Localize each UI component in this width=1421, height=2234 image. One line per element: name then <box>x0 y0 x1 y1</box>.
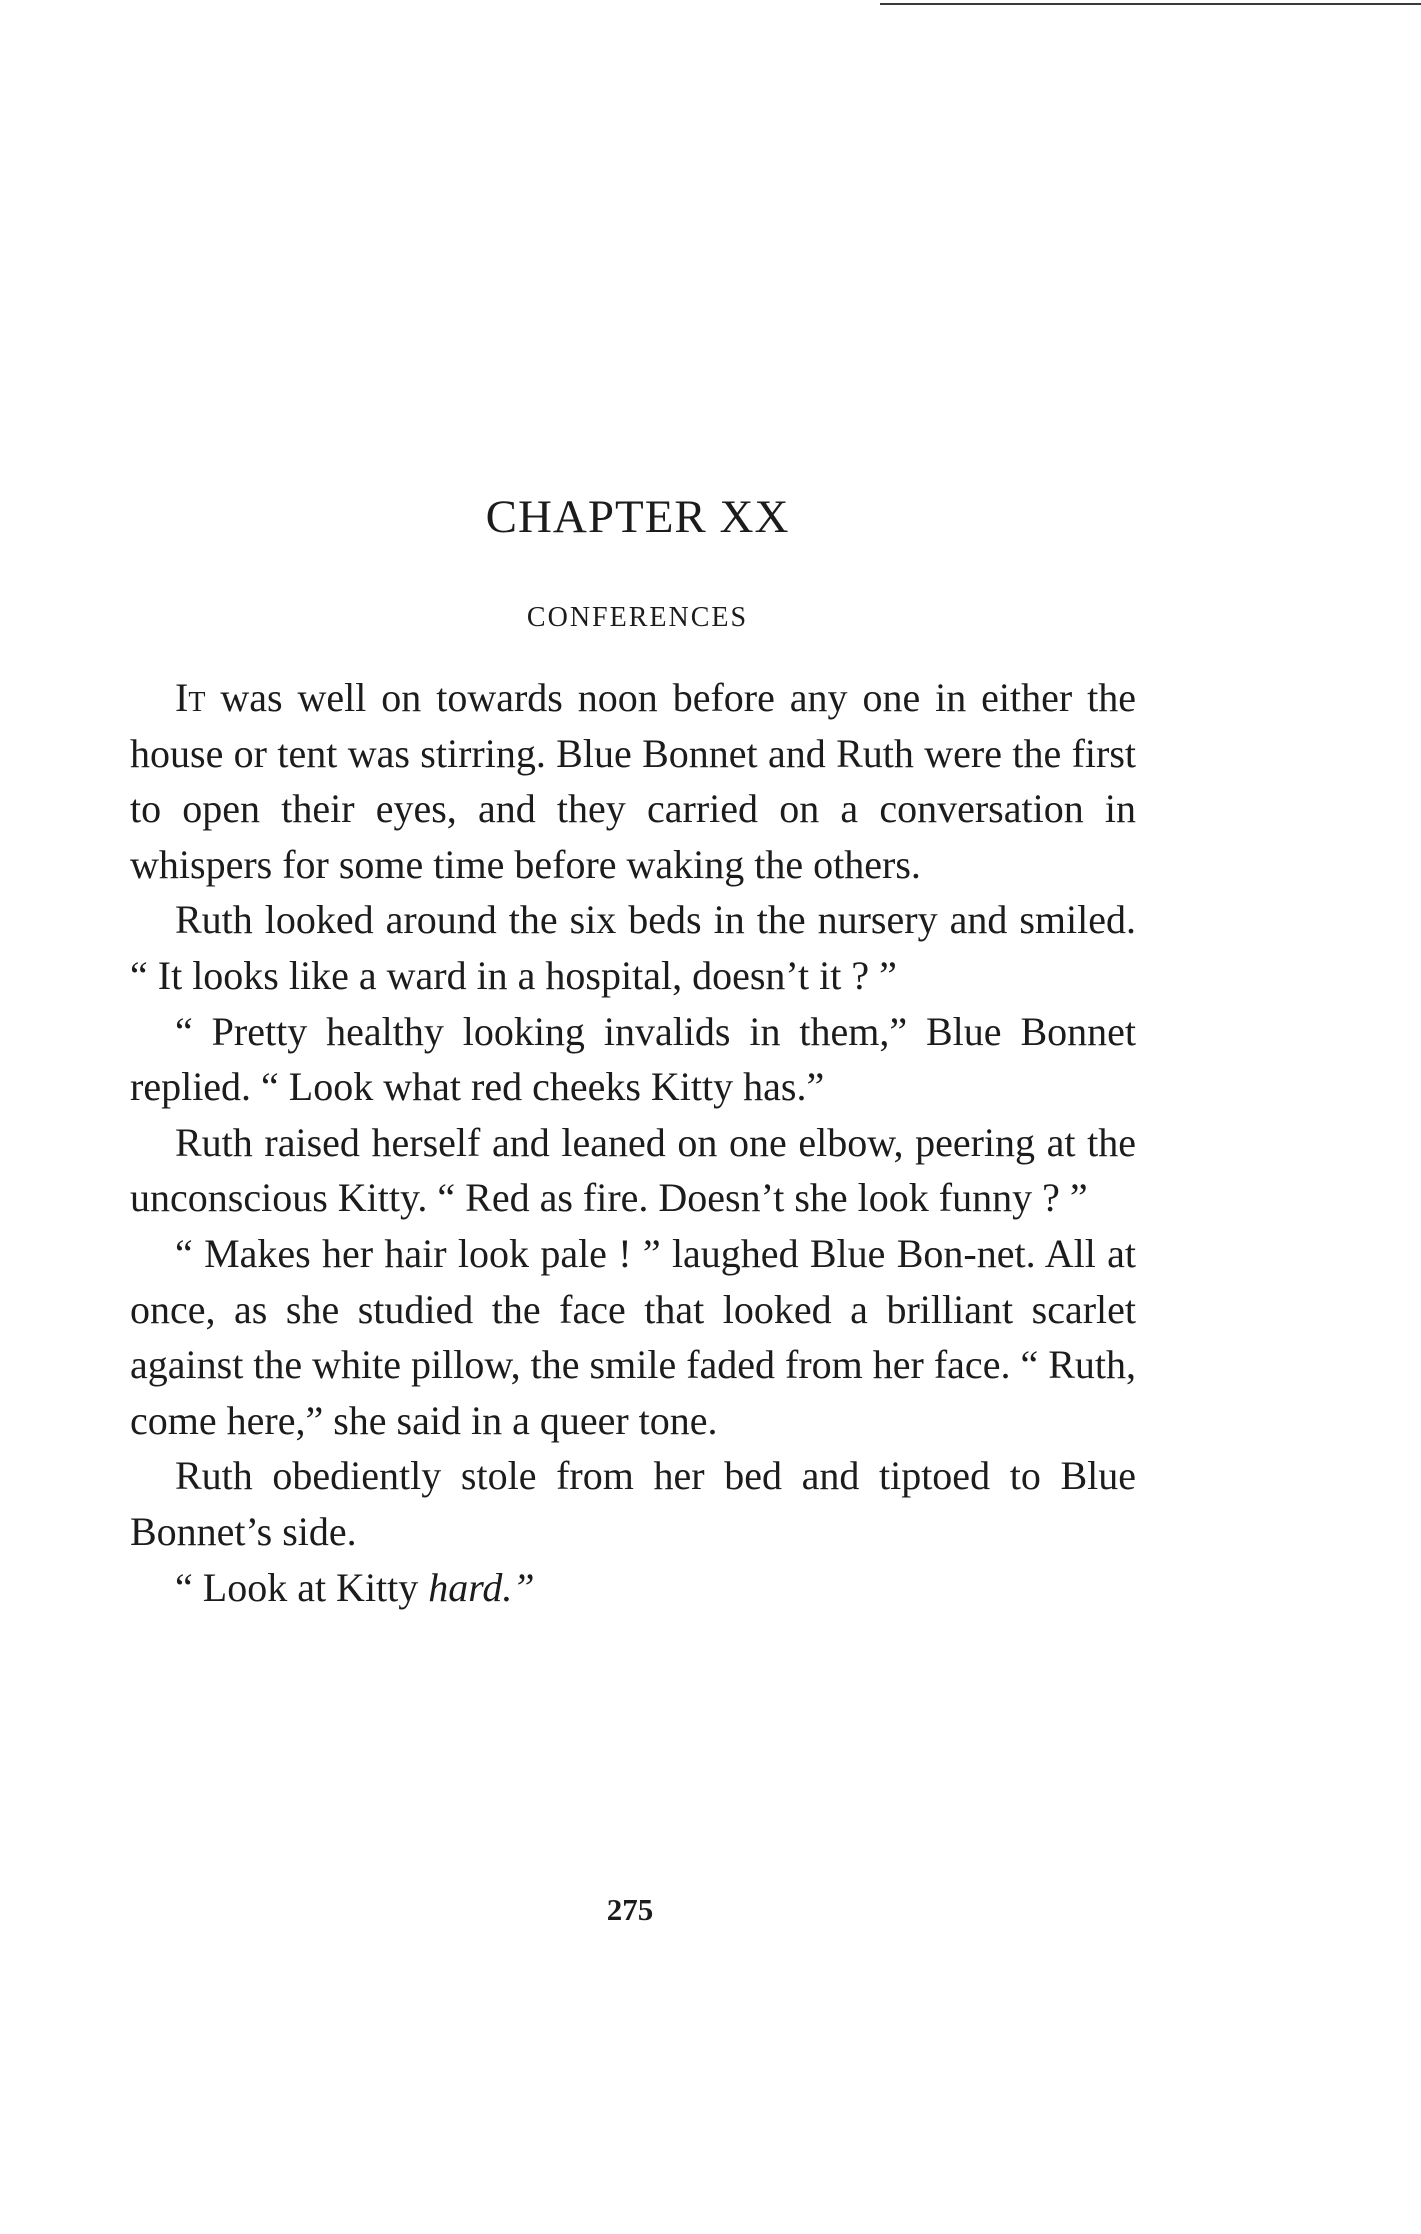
paragraph-1 <box>130 670 1136 892</box>
paragraph-5: “ Makes her hair look pale ! ” laughed Blue Bon-net. All at once, as she studied the face that looked a brilliant scarlet against the white pillow, the smile faded from her face. “ Ruth, come here,” she said in a queer tone. <box>130 1230 1136 1443</box>
body-text <box>130 670 1136 1615</box>
chapter-heading: CHAPTER XX <box>485 491 790 543</box>
page-number: 275 <box>606 1892 654 1927</box>
paragraph-2: Ruth looked around the six beds in the nursery and smiled. “ It looks like a ward in a hospital, doesn’t it ? ” <box>130 897 1136 998</box>
paragraph-3: “ Pretty healthy looking invalids in them,” Blue Bonnet replied. “ Look what red cheeks Kitty has.” <box>130 1008 1136 1110</box>
paragraph-4: Ruth raised herself and leaned on one elbow, peering at the unconscious Kitty. “ Red as fire. Doesn’t she look funny ? ” <box>130 1119 1136 1221</box>
drop-word: It <box>175 675 206 720</box>
paragraph-7 <box>130 1560 1136 1616</box>
top-edge-rule <box>880 3 1421 5</box>
chapter-subtitle: CONFERENCES <box>526 602 749 633</box>
paragraph-6: Ruth obediently stole from her bed and tiptoed to Blue Bonnet’s side. <box>130 1453 1136 1554</box>
last-line-text: “ Look at Kitty <box>175 1564 429 1610</box>
paragraph-1-text: was well on towards noon before any one in either the house or tent was stirring. Blue Bonnet and Ruth were the first to open their eyes, and they carried on a conversation in whispers for some time before waking the others. <box>130 675 1136 887</box>
last-line-emphasis: hard.” <box>428 1564 535 1610</box>
